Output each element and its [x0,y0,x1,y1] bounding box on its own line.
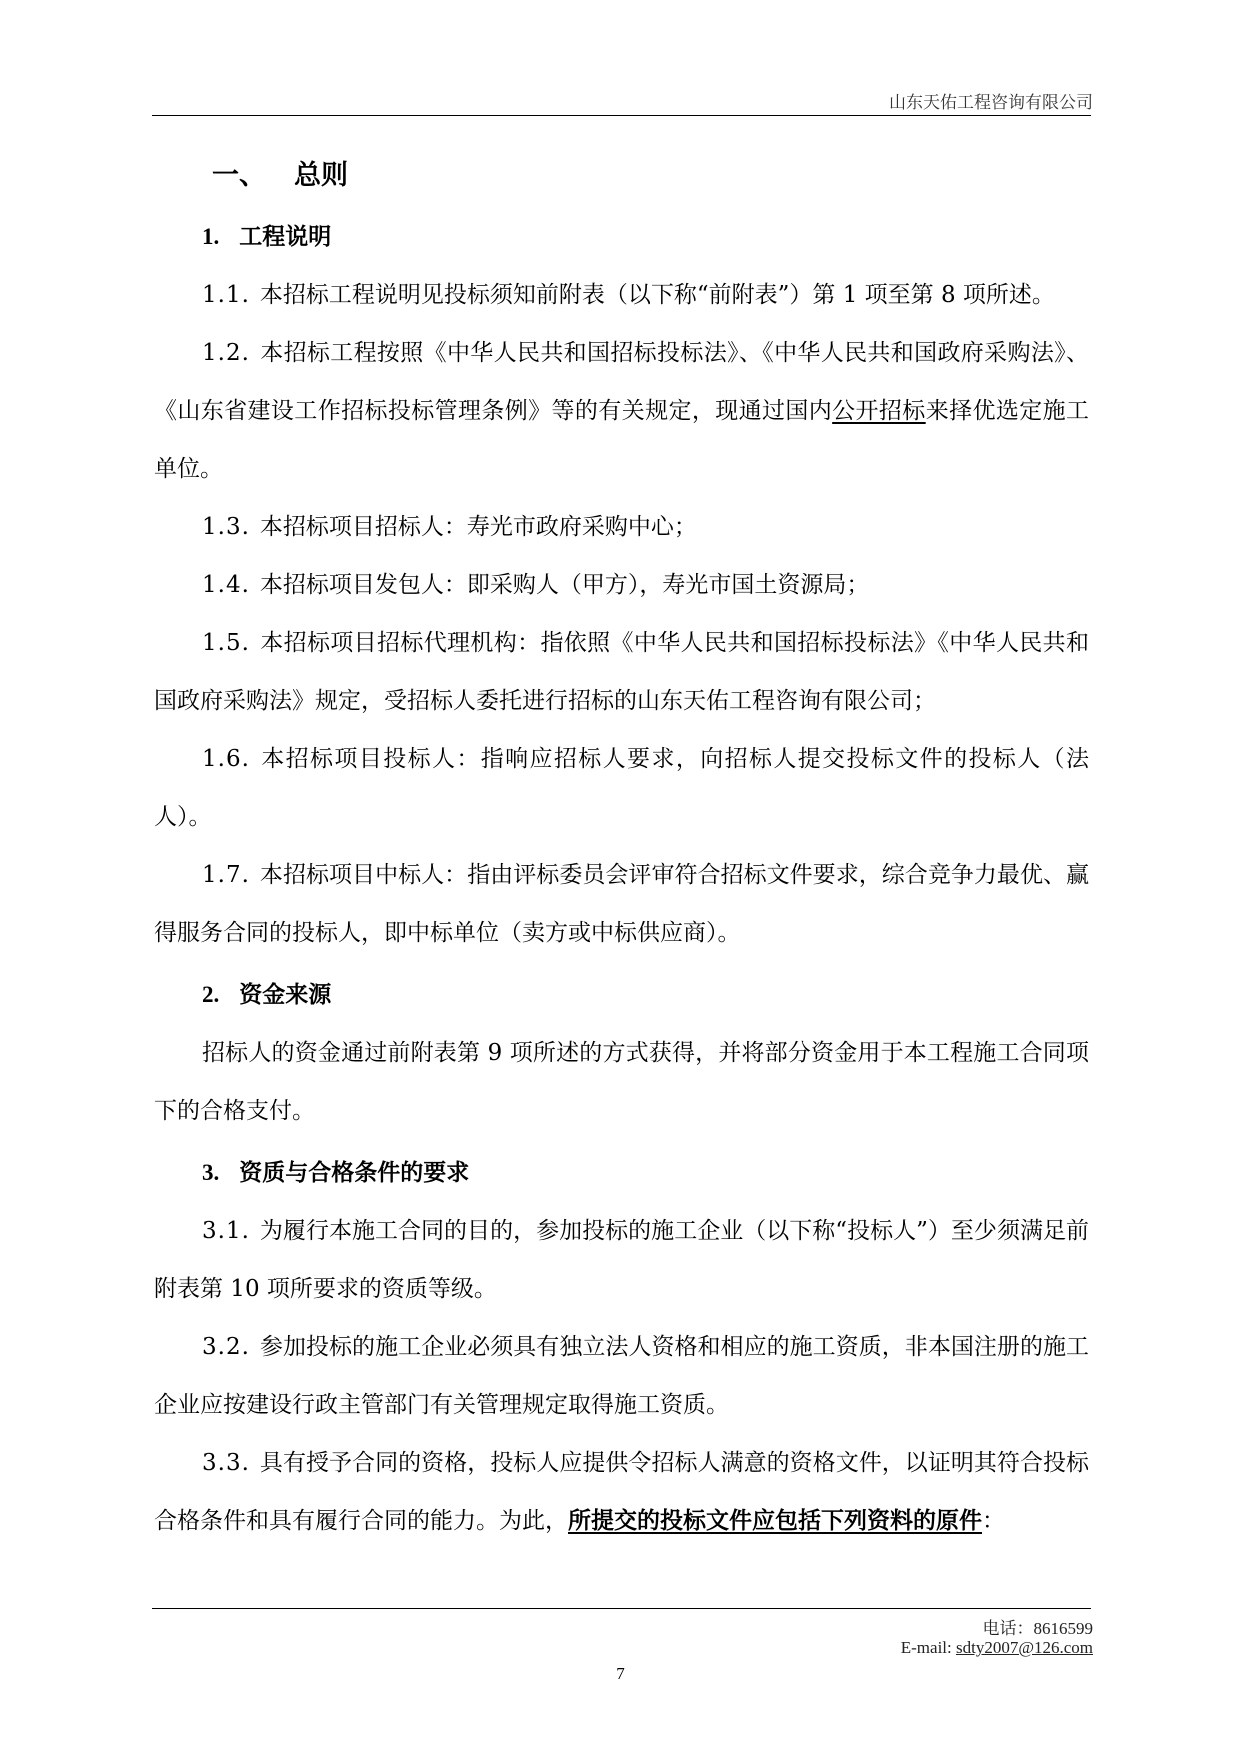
clause-number: 3.2. [202,1334,250,1360]
clause-text: 本招标项目发包人：即采购人（甲方），寿光市国土资源局； [259,572,870,598]
clause-2 [154,1024,1089,1140]
section-number: 一、 [212,160,266,191]
clause-number: 1.2. [202,340,250,366]
page-number: 7 [616,1664,625,1683]
footer-phone: 电话：8616599 [982,1619,1093,1638]
clause-number: 1.6. [202,746,250,772]
clause-1-3 [154,498,1089,556]
clause-text: 招标人的资金通过前附表第 9 项所述的方式获得，并将部分资金用于本工程施工合同项下的合格支付。 [154,1040,1089,1124]
subsection-heading-1 [202,208,1089,266]
subsection-title: 资质与合格条件的要求 [239,1159,470,1186]
clause-text: 本招标项目招标人：寿光市政府采购中心； [259,514,697,540]
clause-text: 为履行本施工合同的目的，参加投标的施工企业（以下称“投标人”）至少须满足前附表第 10 项所要求的资质等级。 [154,1218,1089,1302]
subsection-heading-2 [202,966,1089,1024]
clause-1-7 [154,846,1089,962]
clause-number: 3.1. [202,1218,250,1244]
clause-1-5 [154,614,1089,730]
underlined-term: 公开招标 [832,398,926,424]
clause-1-2 [154,324,1089,498]
emphasized-requirement: 所提交的投标文件应包括下列资料的原件 [568,1507,982,1534]
email-address: sdty2007@126.com [955,1638,1093,1657]
subsection-number: 3. [202,1160,220,1185]
footer-rule [152,1608,1091,1609]
clause-text: 本招标工程说明见投标须知前附表（以下称“前附表”）第 1 项至第 8 项所述。 [259,282,1055,308]
clause-3-1 [154,1202,1089,1318]
clause-number: 1.4. [202,572,250,598]
clause-number: 1.7. [202,862,250,888]
clause-3-2 [154,1318,1089,1434]
subsection-title: 工程说明 [239,223,332,250]
document-body [154,140,1089,1550]
section-heading [212,148,1089,204]
clause-1-6 [154,730,1089,846]
footer-email [901,1638,1093,1658]
clause-number: 1.5. [202,630,250,656]
header-rule [152,115,1091,116]
clause-text: 本招标项目投标人：指响应招标人要求，向招标人提交投标文件的投标人（法人）。 [154,746,1089,830]
clause-number: 1.3. [202,514,250,540]
clause-1-1 [154,266,1089,324]
clause-text: 本招标项目招标代理机构：指依照《中华人民共和国招标投标法》《中华人民共和国政府采购法》规定，受招标人委托进行招标的山东天佑工程咨询有限公司； [154,630,1089,714]
subsection-number: 2. [202,982,220,1007]
clause-text: 参加投标的施工企业必须具有独立法人资格和相应的施工资质，非本国注册的施工企业应按建设行政主管部门有关管理规定取得施工资质。 [154,1334,1089,1418]
subsection-heading-3 [202,1144,1089,1202]
email-label: E-mail: [900,1638,956,1657]
subsection-title: 资金来源 [239,981,332,1008]
clause-3-3 [154,1434,1089,1550]
clause-text: ： [982,1508,1005,1534]
clause-number: 1.1. [202,282,250,308]
clause-number: 3.3. [202,1450,250,1476]
clause-1-4 [154,556,1089,614]
clause-text: 来择优选定施工单位。 [154,398,1090,482]
subsection-number: 1. [202,224,220,249]
clause-text: 本招标工程按照《中华人民共和国招标投标法》、《中华人民共和国政府采购法》、《山东省建设工作招标投标管理条例》等的有关规定，现通过国内 [154,340,1089,424]
clause-text: 本招标项目中标人：指由评标委员会评审符合招标文件要求，综合竞争力最优、赢得服务合同的投标人，即中标单位（卖方或中标供应商）。 [154,862,1089,946]
clause-text: 具有授予合同的资格，投标人应提供令招标人满意的资格文件，以证明其符合投标合格条件和具有履行合同的能力。为此， [154,1450,1089,1534]
header-company-name: 山东天佑工程咨询有限公司 [889,93,1093,113]
section-title: 总则 [294,160,348,191]
